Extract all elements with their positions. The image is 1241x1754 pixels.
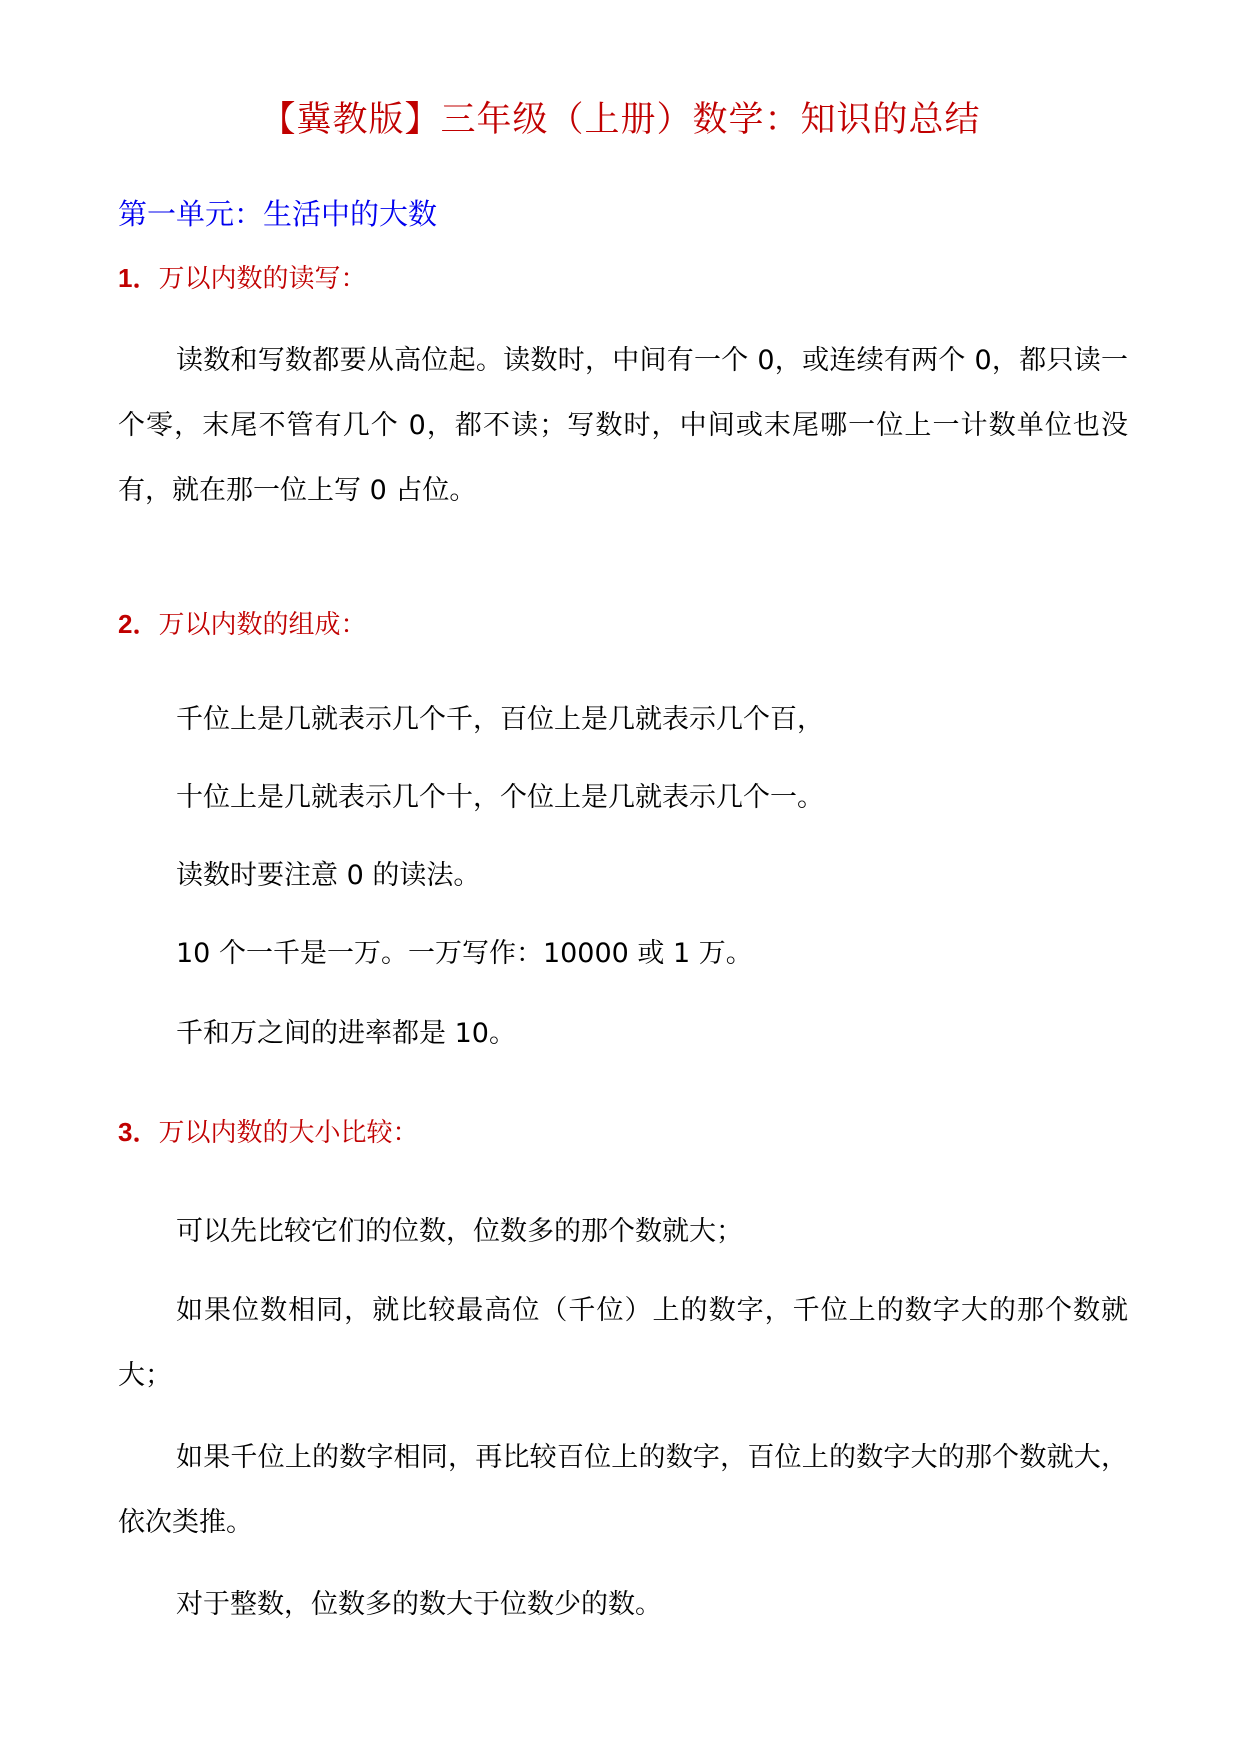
paragraph-compare-hundreds: 如果千位上的数字相同，再比较百位上的数字，百位上的数字大的那个数就大，依次类推。 xyxy=(118,1442,1128,1538)
paragraph-compare-highest: 如果位数相同，就比较最高位（千位）上的数字，千位上的数字大的那个数就大； xyxy=(118,1295,1128,1391)
paragraph-line: 十位上是几就表示几个十，个位上是几就表示几个一。 xyxy=(176,782,824,813)
paragraph-reading-writing: 读数和写数都要从高位起。读数时，中间有一个 0，或连续有两个 0，都只读一个零，末尾不管有几个 0，都不读；写数时，中间或末尾哪一位上一计数单位也没有，就在那一位上写 0 占位。 xyxy=(118,345,1128,506)
section-title: 万以内数的组成： xyxy=(158,610,367,640)
section-title: 万以内数的大小比较： xyxy=(158,1118,419,1148)
section-heading-2 xyxy=(118,606,366,643)
paragraph-line: 10 个一千是一万。一万写作：10000 或 1 万。 xyxy=(176,938,753,969)
paragraph-line: 千位上是几就表示几个千，百位上是几就表示几个百， xyxy=(176,704,824,735)
paragraph-line: 千和万之间的进率都是 10。 xyxy=(176,1018,516,1049)
section-number: 2． xyxy=(118,609,159,639)
document-title: 【冀教版】三年级（上册）数学：知识的总结 xyxy=(260,100,981,140)
section-number: 3． xyxy=(118,1117,159,1147)
section-number: 1． xyxy=(118,263,159,293)
paragraph-compare-digits: 可以先比较它们的位数，位数多的那个数就大； xyxy=(176,1216,743,1247)
unit-heading: 第一单元：生活中的大数 xyxy=(118,197,438,231)
section-title: 万以内数的读写： xyxy=(158,264,367,294)
section-heading-1 xyxy=(118,260,366,297)
paragraph-integers: 对于整数，位数多的数大于位数少的数。 xyxy=(176,1589,662,1620)
section-heading-3 xyxy=(118,1114,418,1151)
paragraph-line: 读数时要注意 0 的读法。 xyxy=(176,860,481,891)
